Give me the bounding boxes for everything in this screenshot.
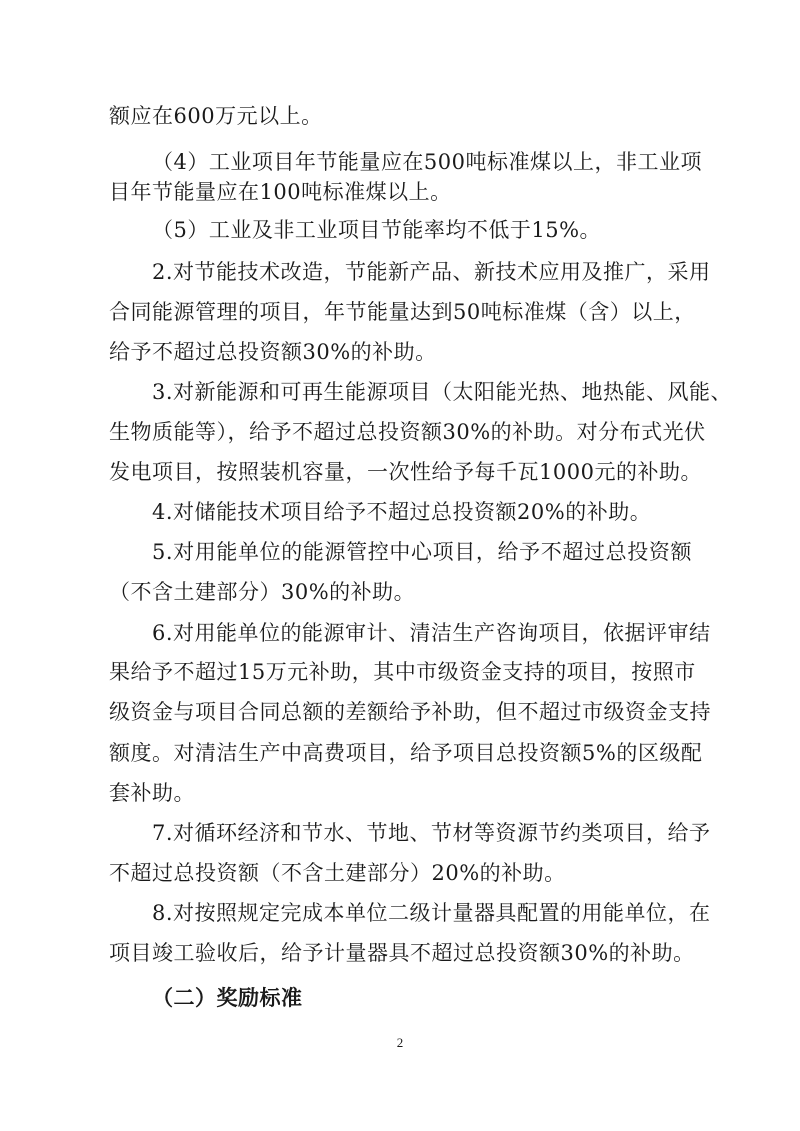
text-line-content: 级资金与项目合同总额的差额给予补助，但不超过市级资金支持 <box>109 700 711 724</box>
text-line <box>0 818 800 848</box>
text-line <box>0 147 800 177</box>
text-line-content: 6.对用能单位的能源审计、清洁生产咨询项目，依据评审结 <box>152 621 711 645</box>
page-number: 2 <box>396 1035 404 1050</box>
text-line <box>0 257 800 287</box>
text-line-content: 5.对用能单位的能源管控中心项目，给予不超过总投资额 <box>152 540 692 564</box>
text-line <box>0 297 800 327</box>
text-line-content: 不超过总投资额（不含土建部分）20%的补助。 <box>109 861 566 885</box>
text-line <box>0 215 800 245</box>
section-heading-text: （二）奖励标准 <box>152 985 303 1010</box>
text-line-content: 合同能源管理的项目，年节能量达到50吨标准煤（含）以上， <box>109 300 696 324</box>
text-line <box>0 577 800 607</box>
text-line <box>0 177 800 207</box>
text-line <box>0 697 800 727</box>
text-line <box>0 618 800 648</box>
text-line-content: 2.对节能技术改造，节能新产品、新技术应用及推广，采用 <box>152 260 711 284</box>
text-line-content: 7.对循环经济和节水、节地、节材等资源节约类项目，给予 <box>152 821 711 845</box>
text-line-content: 给予不超过总投资额30%的补助。 <box>109 340 437 364</box>
text-line-content: 生物质能等），给予不超过总投资额30%的补助。对分布式光伏 <box>109 420 706 444</box>
text-line-content: 套补助。 <box>109 781 195 805</box>
text-line <box>0 377 800 407</box>
text-line <box>0 858 800 888</box>
text-line <box>0 457 800 487</box>
text-line <box>0 657 800 687</box>
text-line-content: 8.对按照规定完成本单位二级计量器具配置的用能单位，在 <box>152 901 711 925</box>
text-line-content: 项目竣工验收后，给予计量器具不超过总投资额30%的补助。 <box>109 941 695 965</box>
text-line-content: 额应在600万元以上。 <box>109 104 323 128</box>
text-line-content: 4.对储能技术项目给予不超过总投资额20%的补助。 <box>152 500 652 524</box>
text-line <box>0 778 800 808</box>
text-line-content: 果给予不超过15万元补助，其中市级资金支持的项目，按照市 <box>109 660 696 684</box>
text-line-content: （5）工业及非工业项目节能率均不低于15%。 <box>152 218 602 242</box>
section-heading <box>0 983 800 1013</box>
text-line <box>0 938 800 968</box>
text-line-content: 目年节能量应在100吨标准煤以上。 <box>109 180 452 204</box>
text-line <box>0 497 800 527</box>
text-line-content: （4）工业项目年节能量应在500吨标准煤以上，非工业项 <box>152 150 702 174</box>
text-line-content: 发电项目，按照装机容量，一次性给予每千瓦1000元的补助。 <box>109 460 702 484</box>
text-line <box>0 101 800 131</box>
text-line-content: 额度。对清洁生产中高费项目，给予项目总投资额5%的区级配 <box>109 741 703 765</box>
text-line-content: 3.对新能源和可再生能源项目（太阳能光热、地热能、风能、 <box>152 380 733 404</box>
text-line <box>0 337 800 367</box>
text-line <box>0 417 800 447</box>
text-line <box>0 537 800 567</box>
text-line <box>0 738 800 768</box>
text-line <box>0 898 800 928</box>
text-line-content: （不含土建部分）30%的补助。 <box>109 580 416 604</box>
